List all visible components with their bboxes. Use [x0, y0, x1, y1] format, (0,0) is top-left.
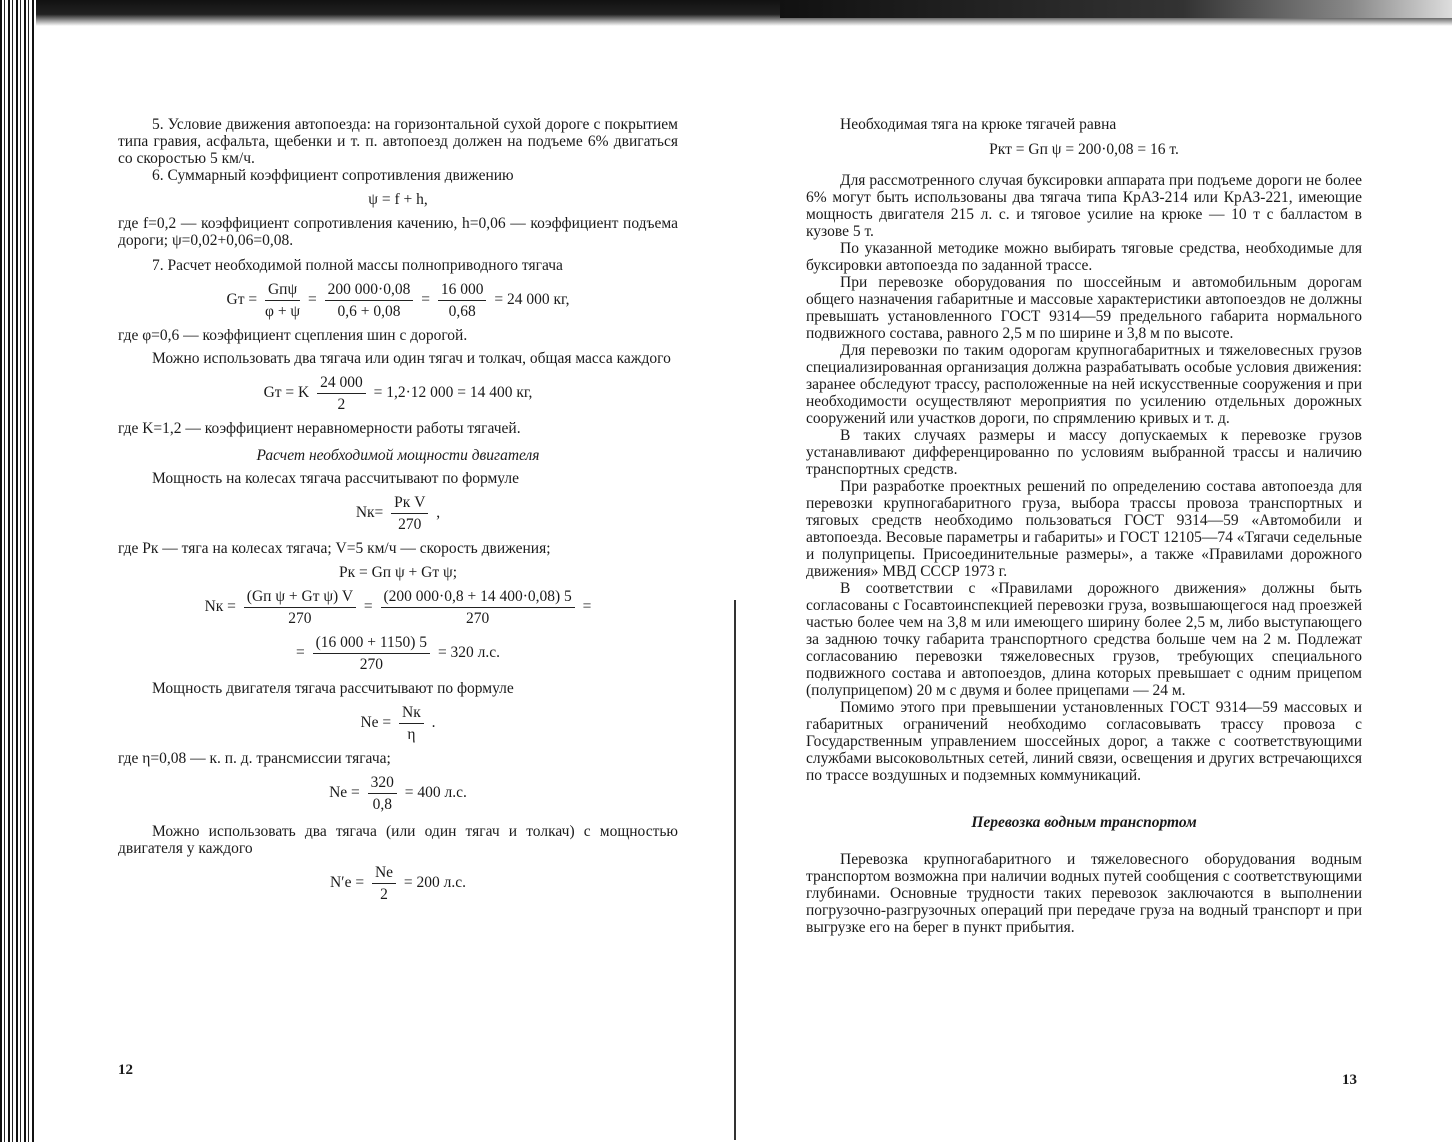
paragraph: Мощность на колесах тягача рассчитывают по формуле — [152, 470, 519, 487]
denominator: 270 — [398, 516, 422, 533]
numerator: (Gп ψ + Gт ψ) V — [244, 588, 356, 608]
formula-engine-power — [118, 704, 678, 743]
page-number-right: 13 — [1342, 1072, 1357, 1088]
paragraph: где K=1,2 — коэффициент неравномерности работы тягачей. — [118, 420, 521, 437]
paragraph: Для рассмотренного случая буксировки аппарата при подъеме дороги не более 6% могут быть использованы два тягача типа КрАЗ-214 или КрАЗ-221, имеющие мощность двигателя 215 л. с. и тяговое усилие на крюке — 10 т с балластом в кузове 5 т. — [806, 172, 1362, 240]
paragraph: Можно использовать два тягача (или один тягач и толкач) с мощностью двигателя у каждого — [118, 823, 678, 857]
fraction — [368, 774, 397, 813]
formula-engine-power-each — [118, 864, 678, 903]
fraction — [244, 588, 356, 627]
formula-part: Ne = — [329, 784, 360, 802]
fraction — [313, 634, 431, 673]
denominator: η — [407, 726, 416, 743]
scan-top-shadow-right — [780, 0, 1452, 18]
paragraph: где Pк — тяга на колесах тягача; V=5 км/ч — скорость движения; — [118, 540, 551, 557]
numerator: (200 000·0,8 + 14 400·0,08) 5 — [381, 588, 575, 608]
formula-part: = 200 л.с. — [403, 874, 467, 892]
paragraph: где φ=0,6 — коэффициент сцепления шин с дорогой. — [118, 327, 468, 344]
paragraph: 6. Суммарный коэффициент сопротивления движению — [152, 167, 514, 184]
formula-part: = 1,2·12 000 = 14 400 кг, — [373, 384, 533, 402]
numerator: Ne — [372, 864, 396, 884]
left-page — [118, 116, 678, 910]
fraction — [391, 494, 428, 533]
formula-part: Gт = — [226, 291, 258, 309]
denominator: φ + ψ — [265, 303, 301, 320]
paragraph: Необходимая тяга на крюке тягачей равна — [840, 116, 1117, 133]
paragraph: В таких случаях размеры и массу допускаемых к перевозке грузов устанавливают дифференцированно по условиям выбранной трассы и наличию транспортных средств. — [806, 427, 1362, 478]
formula-part: Nк= — [355, 504, 384, 522]
paragraph: При разработке проектных решений по определению состава автопоезда для перевозки крупногабаритного груза, выбора трассы провоза транспортных и тяговых средств необходимо пользоваться ГОСТ 9314—59 «Автомобили и автопоезда. Весовые параметры и габариты» и ГОСТ 12105—74 «Тягачи седельные и полуприцепы. Присоединительные размеры», а также «Правилами дорожного движения» МВД СССР 1973 г. — [806, 478, 1362, 580]
section-heading: Перевозка водным транспортом — [971, 814, 1197, 831]
page-number-left: 12 — [118, 1062, 133, 1078]
numerator: 16 000 — [438, 281, 487, 301]
paragraph: Можно использовать два тягача или один тягач и толкач, общая масса каждого — [152, 350, 671, 367]
formula-part: N′e = — [329, 874, 365, 892]
fraction — [381, 588, 575, 627]
book-spine — [734, 600, 736, 1140]
formula-mass-each — [118, 374, 678, 413]
numerator: 200 000·0,08 — [325, 281, 414, 301]
paragraph: Помимо этого при превышении установленных ГОСТ 9314—59 массовых и габаритных ограничений необходимо согласовывать трассу провоза с Государственным управлением шоссейных дорог, а также с соответствующими службами высоковольтных сетей, линий связи, освещения и других встречающихся по трассе воздушных и подземных коммуникаций. — [806, 699, 1362, 784]
formula-part: Ne = — [360, 714, 392, 732]
paragraph: где f=0,2 — коэффициент сопротивления качению, h=0,06 — коэффициент подъема дороги; ψ=0,02+0,06=0,08. — [118, 215, 678, 249]
denominator: 2 — [337, 396, 346, 413]
denominator: 270 — [288, 610, 312, 627]
formula-part: , — [436, 504, 441, 522]
formula-engine-power-result — [118, 774, 678, 813]
formula-part: = — [421, 291, 430, 309]
fraction — [265, 281, 300, 320]
denominator: 270 — [359, 656, 383, 673]
formula-part: = — [295, 644, 305, 662]
numerator: 24 000 — [317, 374, 366, 394]
paragraph: 7. Расчет необходимой полной массы полноприводного тягача — [152, 257, 563, 274]
fraction — [372, 864, 396, 903]
numerator: 320 — [368, 774, 397, 794]
formula-wheel-power — [118, 494, 678, 533]
fraction — [399, 704, 424, 743]
denominator: 0,6 + 0,08 — [337, 303, 401, 320]
denominator: 0,8 — [372, 796, 392, 813]
formula-wheel-power-calc — [118, 588, 678, 627]
formula-part: = 400 л.с. — [404, 784, 467, 802]
paragraph: Мощность двигателя тягача рассчитывают по формуле — [152, 680, 514, 697]
formula-part: = 24 000 кг, — [494, 291, 570, 309]
fraction — [438, 281, 487, 320]
formula-part: . — [431, 714, 436, 732]
fraction — [325, 281, 414, 320]
paragraph: Перевозка крупногабаритного и тяжеловесного оборудования водным транспортом возможна при наличии водных путей сообщения с соответствующими глубинами. Основные трудности таких перевозок заключаются в выполнении погрузочно-разгрузочных операций при передаче груза на водный транспорт и при выгрузке его на берег в пункт прибытия. — [806, 851, 1362, 936]
formula-part: = 320 л.с. — [437, 644, 501, 662]
formula: ψ = f + h, — [368, 191, 428, 208]
numerator: Pк V — [391, 494, 428, 514]
denominator: 270 — [466, 610, 490, 627]
paragraph: Для перевозки по таким одорогам крупногабаритных и тяжеловесных грузов специализированная организация должна разрабатывать особые условия движения: заранее обследуют трассу, расположенные на ней искусственные сооружения и при необходимости осуществляют мероприятия по усилению отдельных дорожных сооружений или участков дороги, по спрямлению кривых и т. д. — [806, 342, 1362, 427]
formula-mass — [118, 281, 678, 320]
paragraph: По указанной методике можно выбирать тяговые средства, необходимые для буксировки автопоезда по заданной трассе. — [806, 240, 1362, 274]
paragraph: 5. Условие движения автопоезда: на горизонтальной сухой дороге с покрытием типа гравия, асфальта, щебенки и т. п. автопоезд должен на подъеме 6% двигаться со скоростью 5 км/ч. — [118, 116, 678, 167]
formula: Pкт = Gп ψ = 200·0,08 = 16 т. — [989, 141, 1179, 158]
formula-part: = — [308, 291, 317, 309]
numerator: Gпψ — [265, 281, 300, 301]
paragraph: где η=0,08 — к. п. д. трансмиссии тягача; — [118, 750, 391, 767]
right-page — [806, 116, 1362, 936]
fraction — [317, 374, 366, 413]
scan-left-edge — [0, 0, 36, 1142]
numerator: (16 000 + 1150) 5 — [313, 634, 431, 654]
numerator: Nк — [399, 704, 424, 724]
denominator: 0,68 — [448, 303, 476, 320]
section-heading: Расчет необходимой мощности двигателя — [256, 447, 540, 464]
paragraph: В соответствии с «Правилами дорожного движения» должны быть согласованы с Госавтоинспекцией перевозки груза, возвышающегося над проезжей частью более чем на 3,8 м или имеющего ширину более 2,5 м, либо выступающего за заднюю точку габарита транспортного средства больше чем на 2 м. Подлежат согласованию перевозки тяжеловесных грузов, требующих специального подвижного состава и автопоездов, длина которых превышает с одним прицепом (полуприцепом) 20 м с двумя и более прицепами — 24 м. — [806, 580, 1362, 699]
formula: Pк = Gп ψ + Gт ψ; — [338, 564, 458, 581]
formula-part: Gт = K — [263, 384, 310, 402]
paragraph: При перевозке оборудования по шоссейным и автомобильным дорогам общего назначения габаритные и массовые характеристики автопоездов не должны превышать установленного ГОСТ 9314—59 предельного габарита нормального подвижного состава, равного 2,5 м по ширине и 3,8 м по высоте. — [806, 274, 1362, 342]
formula-part: Nк = — [204, 598, 236, 616]
formula-wheel-power-result — [118, 634, 678, 673]
formula-part: = — [363, 598, 373, 616]
formula-part: = — [582, 598, 592, 616]
denominator: 2 — [380, 886, 388, 903]
